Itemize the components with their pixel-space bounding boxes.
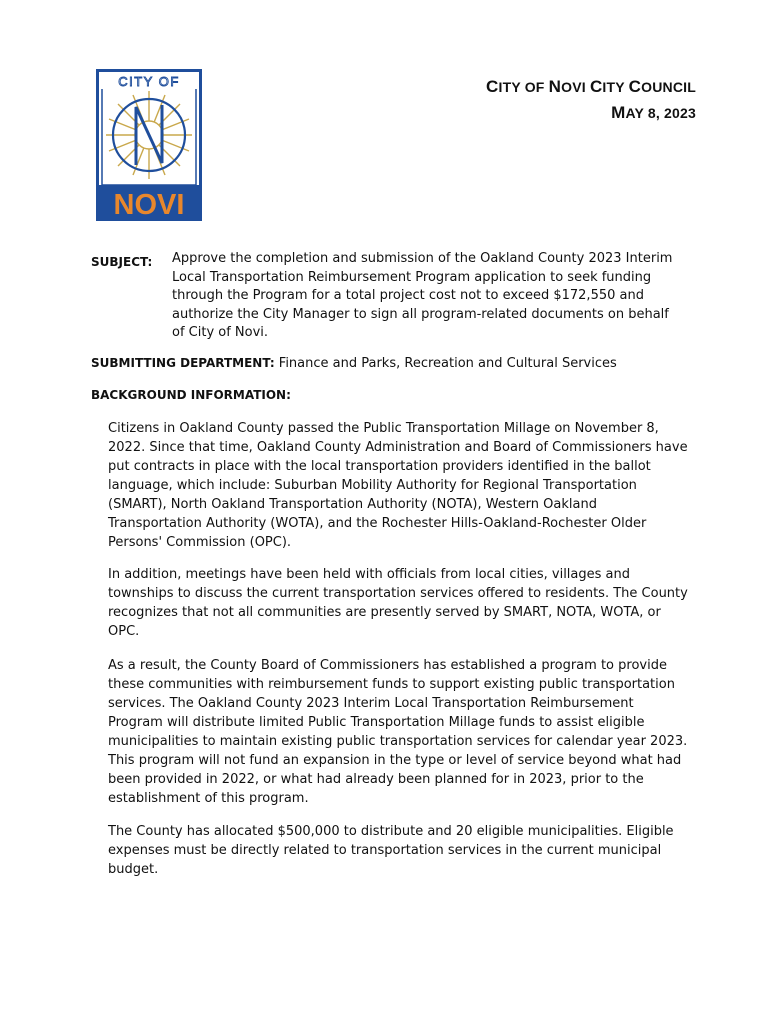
subject-label: SUBJECT: <box>91 255 153 269</box>
city-of-novi-logo <box>96 69 202 221</box>
logo-top-text: CITY OF <box>118 74 180 89</box>
background-paragraph-3: As a result, the County Board of Commissioners has established a program to provide these communities with reimbursement funds to support existing public transportation services. The Oakland County 2023 Interim Local Transportation Reimbursement Program will distribute limited Public Transportation Millage funds to assist eligible municipalities to maintain existing public transportation services for calendar year 2023. This program will not fund an expansion in the type or level of service beyond what had been provided in 2022, or what had already been planned for in 2023, prior to the establishment of this program. <box>108 658 688 806</box>
logo-bottom-text: NOVI <box>113 189 185 221</box>
department-value: Finance and Parks, Recreation and Cultural Services <box>274 356 617 371</box>
header-date: MAY 8, 2023 <box>611 103 696 122</box>
subject-text: Approve the completion and submission of the Oakland County 2023 Interim Local Transportation Reimbursement Program application to seek funding through the Program for a total project cost not to exceed $172,550 and authorize the City Manager to sign all program-related documents on behalf of City of Novi. <box>172 251 673 340</box>
background-paragraph-4: The County has allocated $500,000 to distribute and 20 eligible municipalities. Eligible expenses must be directly related to transportation services in the current municipal budget. <box>108 824 674 877</box>
background-label: BACKGROUND INFORMATION: <box>91 388 291 402</box>
background-paragraph-2: In addition, meetings have been held with officials from local cities, villages and townships to discuss the current transportation services offered to residents. The County recognizes that not all communities are presently served by SMART, NOTA, WOTA, or OPC. <box>108 567 688 639</box>
department-label: SUBMITTING DEPARTMENT: <box>91 356 275 370</box>
header-title: CITY OF NOVI CITY COUNCIL <box>486 77 696 96</box>
document-header <box>486 74 696 126</box>
submitting-department <box>91 356 617 371</box>
background-paragraph-1: Citizens in Oakland County passed the Public Transportation Millage on November 8, 2022. Since that time, Oakland County Administration and Board of Commissioners have put contracts in place with the local transportation providers identified in the ballot language, which include: Suburban Mobility Authority for Regional Transportation (SMART), North Oakland Transportation Authority (NOTA), Western Oakland Transportation Authority (WOTA), and the Rochester Hills-Oakland-Rochester Older Persons' Commission (OPC). <box>108 421 688 550</box>
